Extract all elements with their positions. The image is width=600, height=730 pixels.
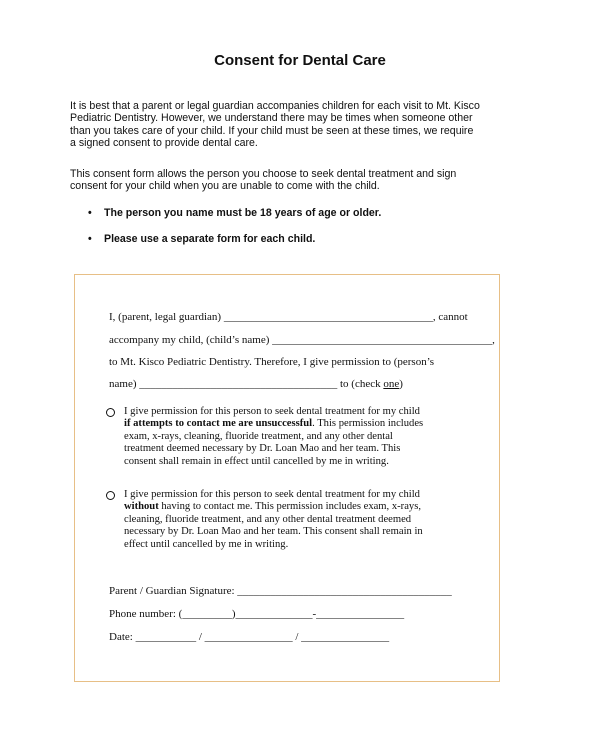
intro-line: Pediatric Dentistry. However, we understand there may be times when someone other <box>70 112 473 125</box>
close-paren: ) <box>399 378 403 390</box>
radio-circle-icon[interactable] <box>106 491 115 500</box>
guardian-name-line[interactable]: I, (parent, legal guardian) ______________________________________, cannot <box>109 311 468 323</box>
intro-line: This consent form allows the person you choose to seek dental treatment and sign <box>70 168 457 180</box>
intro-line: than you takes care of your child. If your child must be seen at these times, we require <box>70 124 474 137</box>
option-line <box>124 501 486 513</box>
child-name-line[interactable]: accompany my child, (child’s name) ________________________________________, <box>109 334 495 346</box>
phone-number-line[interactable]: Phone number: (_________)______________-________________ <box>109 608 405 620</box>
option-line <box>124 418 486 430</box>
intro-paragraph-1 <box>70 100 540 150</box>
option-line: treatment deemed necessary by Dr. Loan Mao and her team. This <box>124 443 401 455</box>
option-line: I give permission for this person to seek dental treatment for my child <box>124 406 420 417</box>
check-one-text: one <box>383 378 400 390</box>
bullet-text: Please use a separate form for each child. <box>104 233 316 245</box>
option-without-contact[interactable] <box>106 489 486 551</box>
option-rest: having to contact me. This permission includes exam, x-rays, <box>158 501 421 513</box>
option-bold: without <box>124 501 159 513</box>
intro-paragraph-2 <box>70 168 540 193</box>
bullet-icon: • <box>88 233 92 245</box>
bullet-icon: • <box>88 207 92 219</box>
option-line: exam, x-rays, cleaning, fluoride treatment, and any other dental <box>124 430 393 442</box>
bullet-text: The person you name must be 18 years of age or older. <box>104 207 382 219</box>
date-line[interactable]: Date: ___________ / ________________ / ________________ <box>109 631 390 643</box>
permission-line: to Mt. Kisco Pediatric Dentistry. Therefore, I give permission to (person’s <box>109 356 435 368</box>
option-line: effect until cancelled by me in writing. <box>124 538 289 550</box>
signature-line[interactable]: Parent / Guardian Signature: _______________________________________ <box>109 585 452 597</box>
intro-line: It is best that a parent or legal guardian accompanies children for each visit to Mt. Kisco <box>70 100 480 112</box>
radio-circle-icon[interactable] <box>106 408 115 417</box>
option-line: consent shall remain in effect until cancelled by me in writing. <box>124 455 389 467</box>
page-title: Consent for Dental Care <box>214 52 386 69</box>
option-contact-unsuccessful[interactable] <box>106 406 486 468</box>
intro-line: consent for your child when you are unable to come with the child. <box>70 180 380 193</box>
option-bold: if attempts to contact me are unsuccessful <box>124 418 313 430</box>
bullet-item <box>88 233 315 245</box>
person-name-line[interactable] <box>109 378 403 390</box>
intro-line: a signed consent to provide dental care. <box>70 137 258 150</box>
option-rest: . This permission includes <box>312 418 424 430</box>
bullet-item <box>88 207 381 219</box>
option-line: I give permission for this person to seek dental treatment for my child <box>124 489 420 500</box>
option-line: cleaning, fluoride treatment, and any other dental treatment deemed <box>124 513 412 525</box>
option-line: necessary by Dr. Loan Mao and her team. This consent shall remain in <box>124 526 423 538</box>
person-name-text: name) ____________________________________ to (check <box>109 378 384 390</box>
